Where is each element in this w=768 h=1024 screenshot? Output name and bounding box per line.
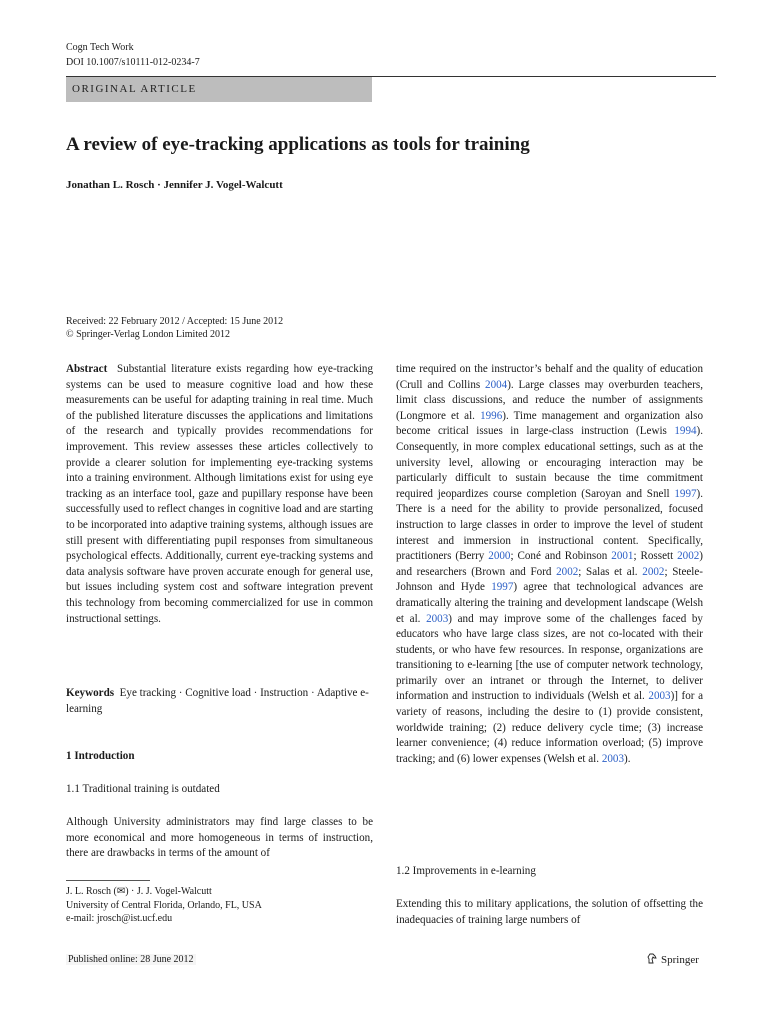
citation-link[interactable]: 2000 <box>488 550 511 563</box>
article-type-badge <box>66 77 372 102</box>
abstract-label: Abstract <box>66 363 108 375</box>
footnote-affiliation: University of Central Florida, Orlando, FL, USA <box>66 899 262 911</box>
received-accepted: Received: 22 February 2012 / Accepted: 15 June 2012 <box>66 316 284 327</box>
paragraph-text: ). Consequently, in more complex educational settings, such as at the university level, allowing or encouraging interaction may be particularly difficult to sustain because the time commitment required jeopardizes course completion (Saroyan and Snell <box>396 425 703 500</box>
citation-link[interactable]: 1994 <box>674 425 697 438</box>
keywords <box>66 686 373 717</box>
publisher-logo <box>647 953 699 966</box>
paragraph-text: ; Rossett <box>633 550 678 563</box>
footnote-authors: J. L. Rosch (✉) · J. J. Vogel-Walcutt <box>66 886 212 897</box>
copyright: © Springer-Verlag London Limited 2012 <box>66 329 231 340</box>
intro-paragraph: Although University administrators may find large classes to be more economical and more homogeneous in terms of instruction, there are drawbacks in terms of the amount of <box>66 816 373 860</box>
citation-link[interactable]: 2003 <box>601 752 624 765</box>
abstract <box>66 362 373 627</box>
paragraph-text: )] for a variety of reasons, including the desire to (1) provide consistent, worldwide training; (2) reduce delivery cycle time; (3) increase learner convenience; (4) reduce information overload; (5) improve tracking; and (6) lower expenses (Welsh et al. <box>396 690 703 765</box>
section-heading: 1 Introduction <box>66 750 135 762</box>
article-title: A review of eye-tracking applications as tools for training <box>66 134 530 155</box>
subsection-heading: 1.1 Traditional training is outdated <box>66 783 220 795</box>
paragraph-text: ). Time management and organization also become critical issues in large-class instruction (Lewis <box>396 409 704 438</box>
citation-link[interactable]: 2002 <box>642 565 665 578</box>
citation-link[interactable]: 2002 <box>677 550 700 563</box>
paragraph-text: ) agree that technological advances are dramatically altering the training and development landscape (Welsh et al. <box>396 581 703 625</box>
footnote-email[interactable]: e-mail: jrosch@ist.ucf.edu <box>66 913 173 925</box>
springer-horse-icon <box>647 953 657 964</box>
right-column-paragraph-2: Extending this to military applications, the solution of offsetting the inadequacies of training large numbers of <box>396 898 703 926</box>
paragraph-text: ) and may improve some of the challenges faced by educators who have large class sizes, are not co-located with their students, or who have few resources. In response, organizations are transitioning to e-learning [the use of computer network technology, primarily over an intranet or through the Internet, to deliver information and instruction to individuals (Welsh et al. <box>396 612 703 703</box>
author-list: Jonathan L. Rosch · Jennifer J. Vogel-Walcutt <box>66 179 283 191</box>
footnote-rule <box>66 880 150 881</box>
abstract-text: Substantial literature exists regarding how eye-tracking systems can be used to measure cognitive load and how these measurements can be useful for adapting training in real time. Much of the published literature discusses the applications and limitations of the research and typically provides recommendations for improvement. This review assesses these articles collectively to provide a clearer solution for implementing eye-tracking systems into a training environment. Although limitations exist for using eye tracking as an interface tool, gaze and pupillary response have been successfully used to reflect changes in cognitive load and are starting to be incorporated into adaptive training systems, although issues are still present with differentiating pupil responses from simultaneous psychological effects. Additionally, current eye-tracking systems and data analysis software have proven accurate enough for general use, but issues including system cost and software integration prevent this technology from becoming commercialized for use in common instructional settings. <box>66 363 374 625</box>
keywords-text: Eye tracking · Cognitive load · Instruction · Adaptive e-learning <box>66 687 369 715</box>
citation-link[interactable]: 2003 <box>426 612 449 625</box>
paragraph-text: ; Steele-Johnson and Hyde <box>396 565 704 594</box>
article-dates <box>66 315 283 341</box>
citation-link[interactable]: 2004 <box>485 378 508 391</box>
paragraph-text: time required on the instructor’s behalf and the quality of education (Crull and Collins <box>396 363 703 391</box>
doi: DOI 10.1007/s10111-012-0234-7 <box>66 57 200 68</box>
citation-link[interactable]: 2003 <box>648 690 671 703</box>
paragraph-text: ; Coné and Robinson <box>510 550 612 563</box>
citation-link[interactable]: 1997 <box>674 487 697 500</box>
paragraph-text: ; Salas et al. <box>578 565 643 578</box>
paragraph-text: ). Large classes may overburden teachers, limit class discussions, and reduce the number of assignments (Longmore et al. <box>396 378 703 422</box>
citation-link[interactable]: 2002 <box>556 565 579 578</box>
citation-link[interactable]: 1996 <box>480 409 503 422</box>
published-date: Published online: 28 June 2012 <box>68 954 194 965</box>
subsection-heading-2: 1.2 Improvements in e-learning <box>396 865 536 877</box>
journal-name: Cogn Tech Work <box>66 42 134 53</box>
article-type-label: ORIGINAL ARTICLE <box>72 83 197 95</box>
keywords-label: Keywords <box>66 687 115 699</box>
citation-link[interactable]: 2001 <box>611 550 634 563</box>
paragraph-text: ). There is a need for the ability to provide personalized, focused instruction to large classes in order to improve the level of student interest and immersion in instructional content. Specifically, practitioners (Berry <box>396 487 703 563</box>
right-column-paragraph <box>396 362 703 767</box>
paragraph-text: ) and researchers (Brown and Ford <box>396 550 703 578</box>
citation-link[interactable]: 1997 <box>491 581 514 594</box>
paragraph-text: ). <box>624 752 631 765</box>
springer-wordmark: Springer <box>661 954 699 966</box>
author-footnote <box>66 885 262 926</box>
